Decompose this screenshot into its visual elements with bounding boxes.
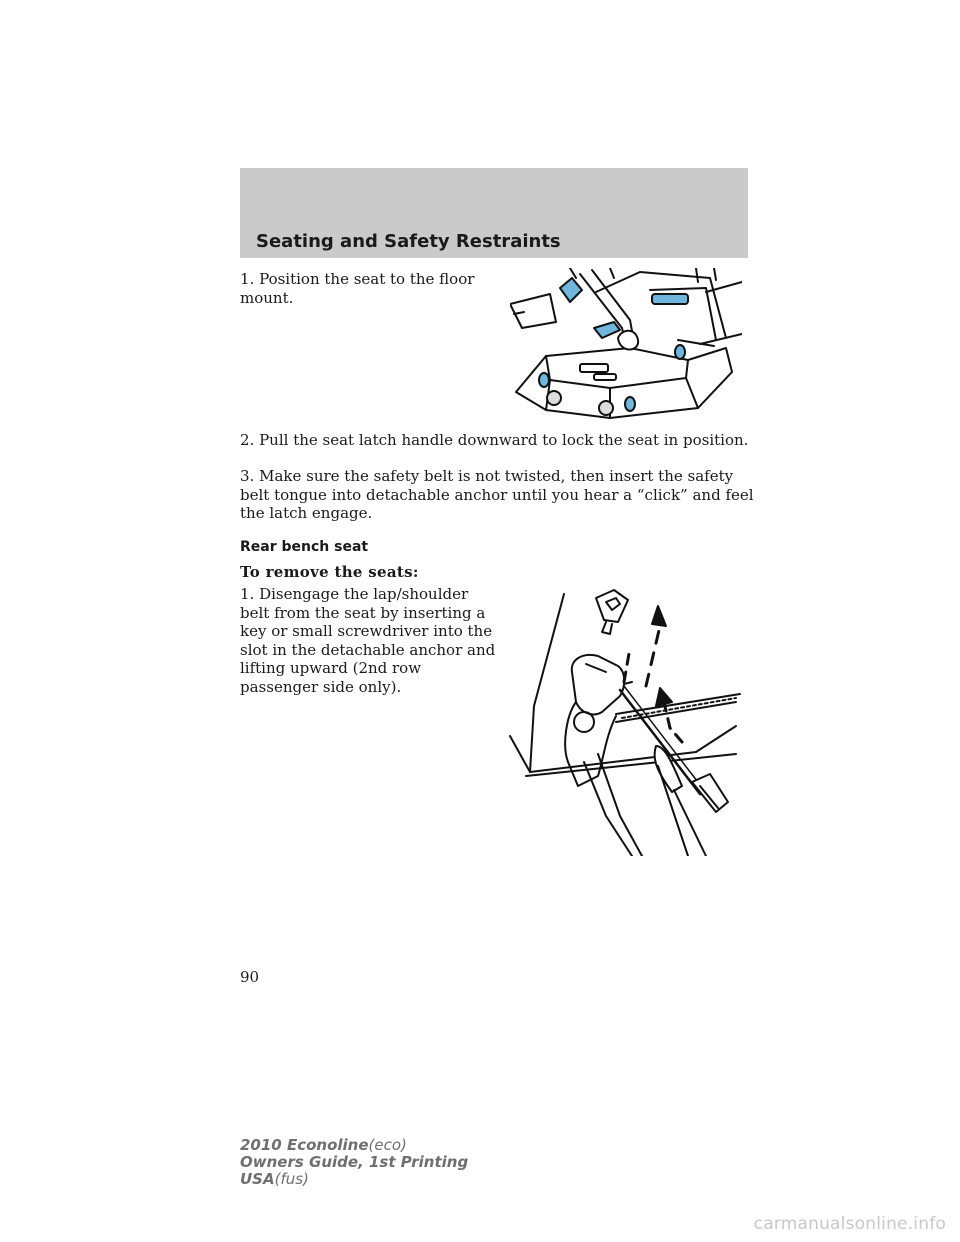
footer-print-info: [240, 1137, 468, 1188]
section-title: Seating and Safety Restraints: [256, 231, 561, 252]
section-header-band: [240, 168, 748, 258]
footer-model: 2010 Econoline: [240, 1136, 369, 1154]
footer-market-code: (fus): [274, 1170, 309, 1188]
step-1-text: 1. Position the seat to the floor mount.: [240, 270, 475, 307]
page-number: 90: [240, 968, 260, 986]
step-3-text: 3. Make sure the safety belt is not twisted, then insert the safety belt tongue into detachable anchor until you hear a “click” and feel the latch engage.: [240, 467, 754, 522]
footer-market: USA: [240, 1170, 275, 1188]
remove-step-1-text: 1. Disengage the lap/shoulder belt from the seat by inserting a key or small screwdriver into the slot in the detachable anchor and lifting upward (2nd row passenger side only).: [240, 585, 496, 696]
watermark: carmanualsonline.info: [753, 1214, 946, 1234]
seat-floor-mount-illustration: [510, 268, 742, 424]
footer-model-code: (eco): [368, 1136, 407, 1154]
step-2-text: 2. Pull the seat latch handle downward to lock the seat in position.: [240, 431, 749, 449]
footer-printing: Owners Guide, 1st Printing: [240, 1153, 469, 1171]
subheading-rear-bench-seat: Rear bench seat: [240, 539, 369, 555]
detachable-anchor-screwdriver-illustration: [506, 586, 746, 856]
subheading-remove-seats: To remove the seats:: [240, 563, 419, 581]
